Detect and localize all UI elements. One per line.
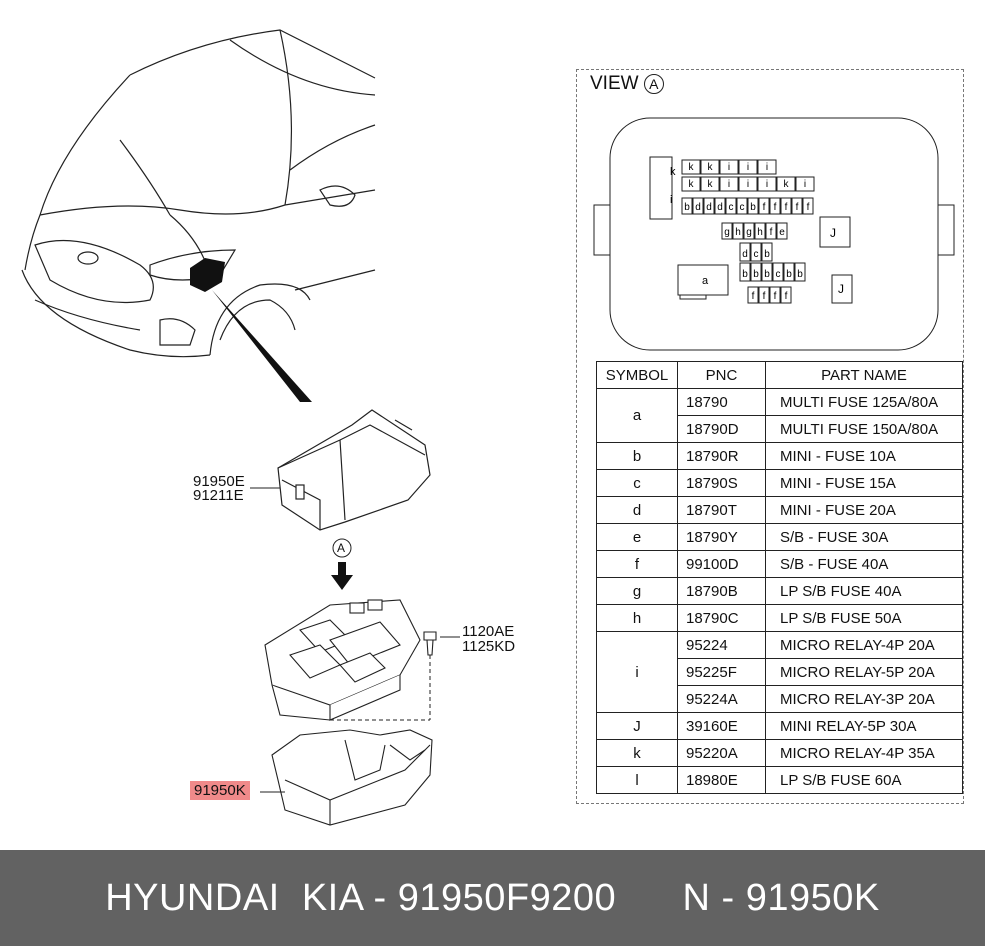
bolt-part-label-2: 1125KD [462, 638, 516, 655]
legend-pnc: 39160E [678, 713, 766, 740]
footer-banner [0, 850, 985, 946]
fuse-slot-label: b [764, 269, 770, 280]
fuse-slot-label: c [753, 249, 759, 260]
fuse-slot-label: f [784, 202, 788, 213]
relay-j-label-1: J [830, 226, 836, 240]
left-k-label: k [670, 166, 676, 178]
fuse-slot-label: e [779, 227, 785, 238]
legend-part-name: MINI - FUSE 20A [766, 497, 963, 524]
legend-symbol: l [597, 767, 678, 794]
fuse-slot-label: k [707, 162, 713, 173]
fuse-slot-label: f [751, 291, 755, 302]
legend-row [597, 497, 963, 524]
fuse-slot-label: f [769, 227, 773, 238]
bolt-illustration [424, 632, 436, 655]
fuse-slot-label: b [753, 269, 759, 280]
fuse-block-illustration [265, 600, 420, 720]
legend-row [597, 605, 963, 632]
fuse-slot-label: f [773, 291, 777, 302]
part-name-header: PART NAME [766, 362, 963, 389]
fuse-slot-label: f [762, 202, 766, 213]
fuse-slot-label: b [786, 269, 792, 280]
bolt-part-label-1: 1120AE [462, 623, 515, 640]
legend-pnc: 18790Y [678, 524, 766, 551]
fuse-slot-label: i [746, 162, 750, 173]
legend-row [597, 578, 963, 605]
legend-part-name: MICRO RELAY-4P 35A [766, 740, 963, 767]
legend-symbol: i [597, 632, 678, 713]
upper-cover-illustration [278, 410, 430, 530]
legend-symbol: b [597, 443, 678, 470]
parts-legend-table [596, 361, 963, 794]
footer-part-number: HYUNDAI KIA - 91950F9200 [105, 877, 617, 919]
legend-part-name: MICRO RELAY-3P 20A [766, 686, 963, 713]
fuse-slot-label: k [707, 179, 713, 190]
view-a-letter: A [337, 541, 346, 555]
upper-cover-part-label-2: 91211E [193, 487, 244, 504]
fuse-slot-label: i [803, 179, 807, 190]
fuse-slot-label: i [765, 179, 769, 190]
legend-part-name: MICRO RELAY-4P 20A [766, 632, 963, 659]
legend-part-name: S/B - FUSE 30A [766, 524, 963, 551]
lower-cover-illustration [272, 730, 432, 825]
fuse-box-top-view [590, 115, 960, 355]
legend-part-name: LP S/B FUSE 50A [766, 605, 963, 632]
fuse-slot-label: b [764, 249, 770, 260]
fuse-slot-label: d [695, 202, 701, 213]
legend-part-name: MICRO RELAY-5P 20A [766, 659, 963, 686]
fuse-slot-label: k [688, 162, 694, 173]
legend-pnc: 18790 [678, 389, 766, 416]
legend-pnc: 18790S [678, 470, 766, 497]
legend-row [597, 740, 963, 767]
legend-symbol: c [597, 470, 678, 497]
legend-symbol: e [597, 524, 678, 551]
legend-row [597, 551, 963, 578]
view-title-marker: A [644, 74, 664, 94]
legend-body [597, 389, 963, 794]
fuse-slot-label: h [757, 227, 763, 238]
fuse-slot-label: g [724, 227, 730, 238]
fuse-slot-label: b [797, 269, 803, 280]
legend-row [597, 767, 963, 794]
view-title-text: VIEW [590, 73, 639, 94]
legend-pnc: 18980E [678, 767, 766, 794]
legend-part-name: MULTI FUSE 125A/80A [766, 389, 963, 416]
upper-cover-part-label-1: 91950E [193, 473, 245, 490]
fuse-slot-label: d [742, 249, 748, 260]
legend-row [597, 389, 963, 416]
symbol-header: SYMBOL [597, 362, 678, 389]
legend-header-row [597, 362, 963, 389]
legend-symbol: d [597, 497, 678, 524]
legend-part-name: LP S/B FUSE 40A [766, 578, 963, 605]
legend-part-name: MINI RELAY-5P 30A [766, 713, 963, 740]
legend-row [597, 632, 963, 659]
pnc-header: PNC [678, 362, 766, 389]
fuse-slot-label: i [765, 162, 769, 173]
lower-cover-part-label: 91950K [190, 781, 250, 800]
legend-pnc: 95224A [678, 686, 766, 713]
fuse-slot-label: b [750, 202, 756, 213]
car-illustration [22, 30, 375, 357]
fuse-slot-label: b [684, 202, 690, 213]
left-i-label: i [670, 194, 673, 206]
fuse-slot-label: h [735, 227, 741, 238]
relay-j-label-2: J [838, 282, 844, 296]
legend-symbol: k [597, 740, 678, 767]
legend-row [597, 470, 963, 497]
legend-pnc: 95224 [678, 632, 766, 659]
fuse-box-location-marker [190, 258, 225, 292]
fuse-slot-label: i [727, 162, 731, 173]
legend-symbol: f [597, 551, 678, 578]
fuse-slot-label: f [762, 291, 766, 302]
legend-part-name: S/B - FUSE 40A [766, 551, 963, 578]
legend-pnc: 99100D [678, 551, 766, 578]
legend-part-name: MULTI FUSE 150A/80A [766, 416, 963, 443]
legend-row [597, 524, 963, 551]
fuse-slot-label: k [688, 179, 694, 190]
view-arrow [331, 562, 353, 590]
fuse-slot-label: g [746, 227, 752, 238]
fuse-slot-label: c [739, 202, 745, 213]
legend-pnc: 95220A [678, 740, 766, 767]
legend-part-name: LP S/B FUSE 60A [766, 767, 963, 794]
center-a-label: a [702, 275, 709, 287]
fuse-slot-label: f [784, 291, 788, 302]
legend-pnc: 95225F [678, 659, 766, 686]
legend-part-name: MINI - FUSE 10A [766, 443, 963, 470]
legend-pnc: 18790B [678, 578, 766, 605]
fuse-slot-label: c [728, 202, 734, 213]
fuse-slot-label: k [783, 179, 789, 190]
fuse-slot-label: d [706, 202, 712, 213]
fuse-slot-label: i [746, 179, 750, 190]
fuse-slot-label: f [773, 202, 777, 213]
fuse-slot-label: d [717, 202, 723, 213]
fuse-slot-label: b [742, 269, 748, 280]
legend-symbol: h [597, 605, 678, 632]
legend-part-name: MINI - FUSE 15A [766, 470, 963, 497]
fuse-slot-label: c [775, 269, 781, 280]
legend-symbol: g [597, 578, 678, 605]
legend-symbol: a [597, 389, 678, 443]
legend-pnc: 18790T [678, 497, 766, 524]
legend-row [597, 713, 963, 740]
fuse-slot-label: f [795, 202, 799, 213]
fuse-slot-label: i [727, 179, 731, 190]
legend-row [597, 443, 963, 470]
footer-ref-number: N - 91950K [682, 877, 880, 919]
fuse-slot-label: f [806, 202, 810, 213]
legend-pnc: 18790R [678, 443, 766, 470]
view-title [590, 73, 664, 95]
legend-pnc: 18790D [678, 416, 766, 443]
legend-symbol: J [597, 713, 678, 740]
legend-pnc: 18790C [678, 605, 766, 632]
